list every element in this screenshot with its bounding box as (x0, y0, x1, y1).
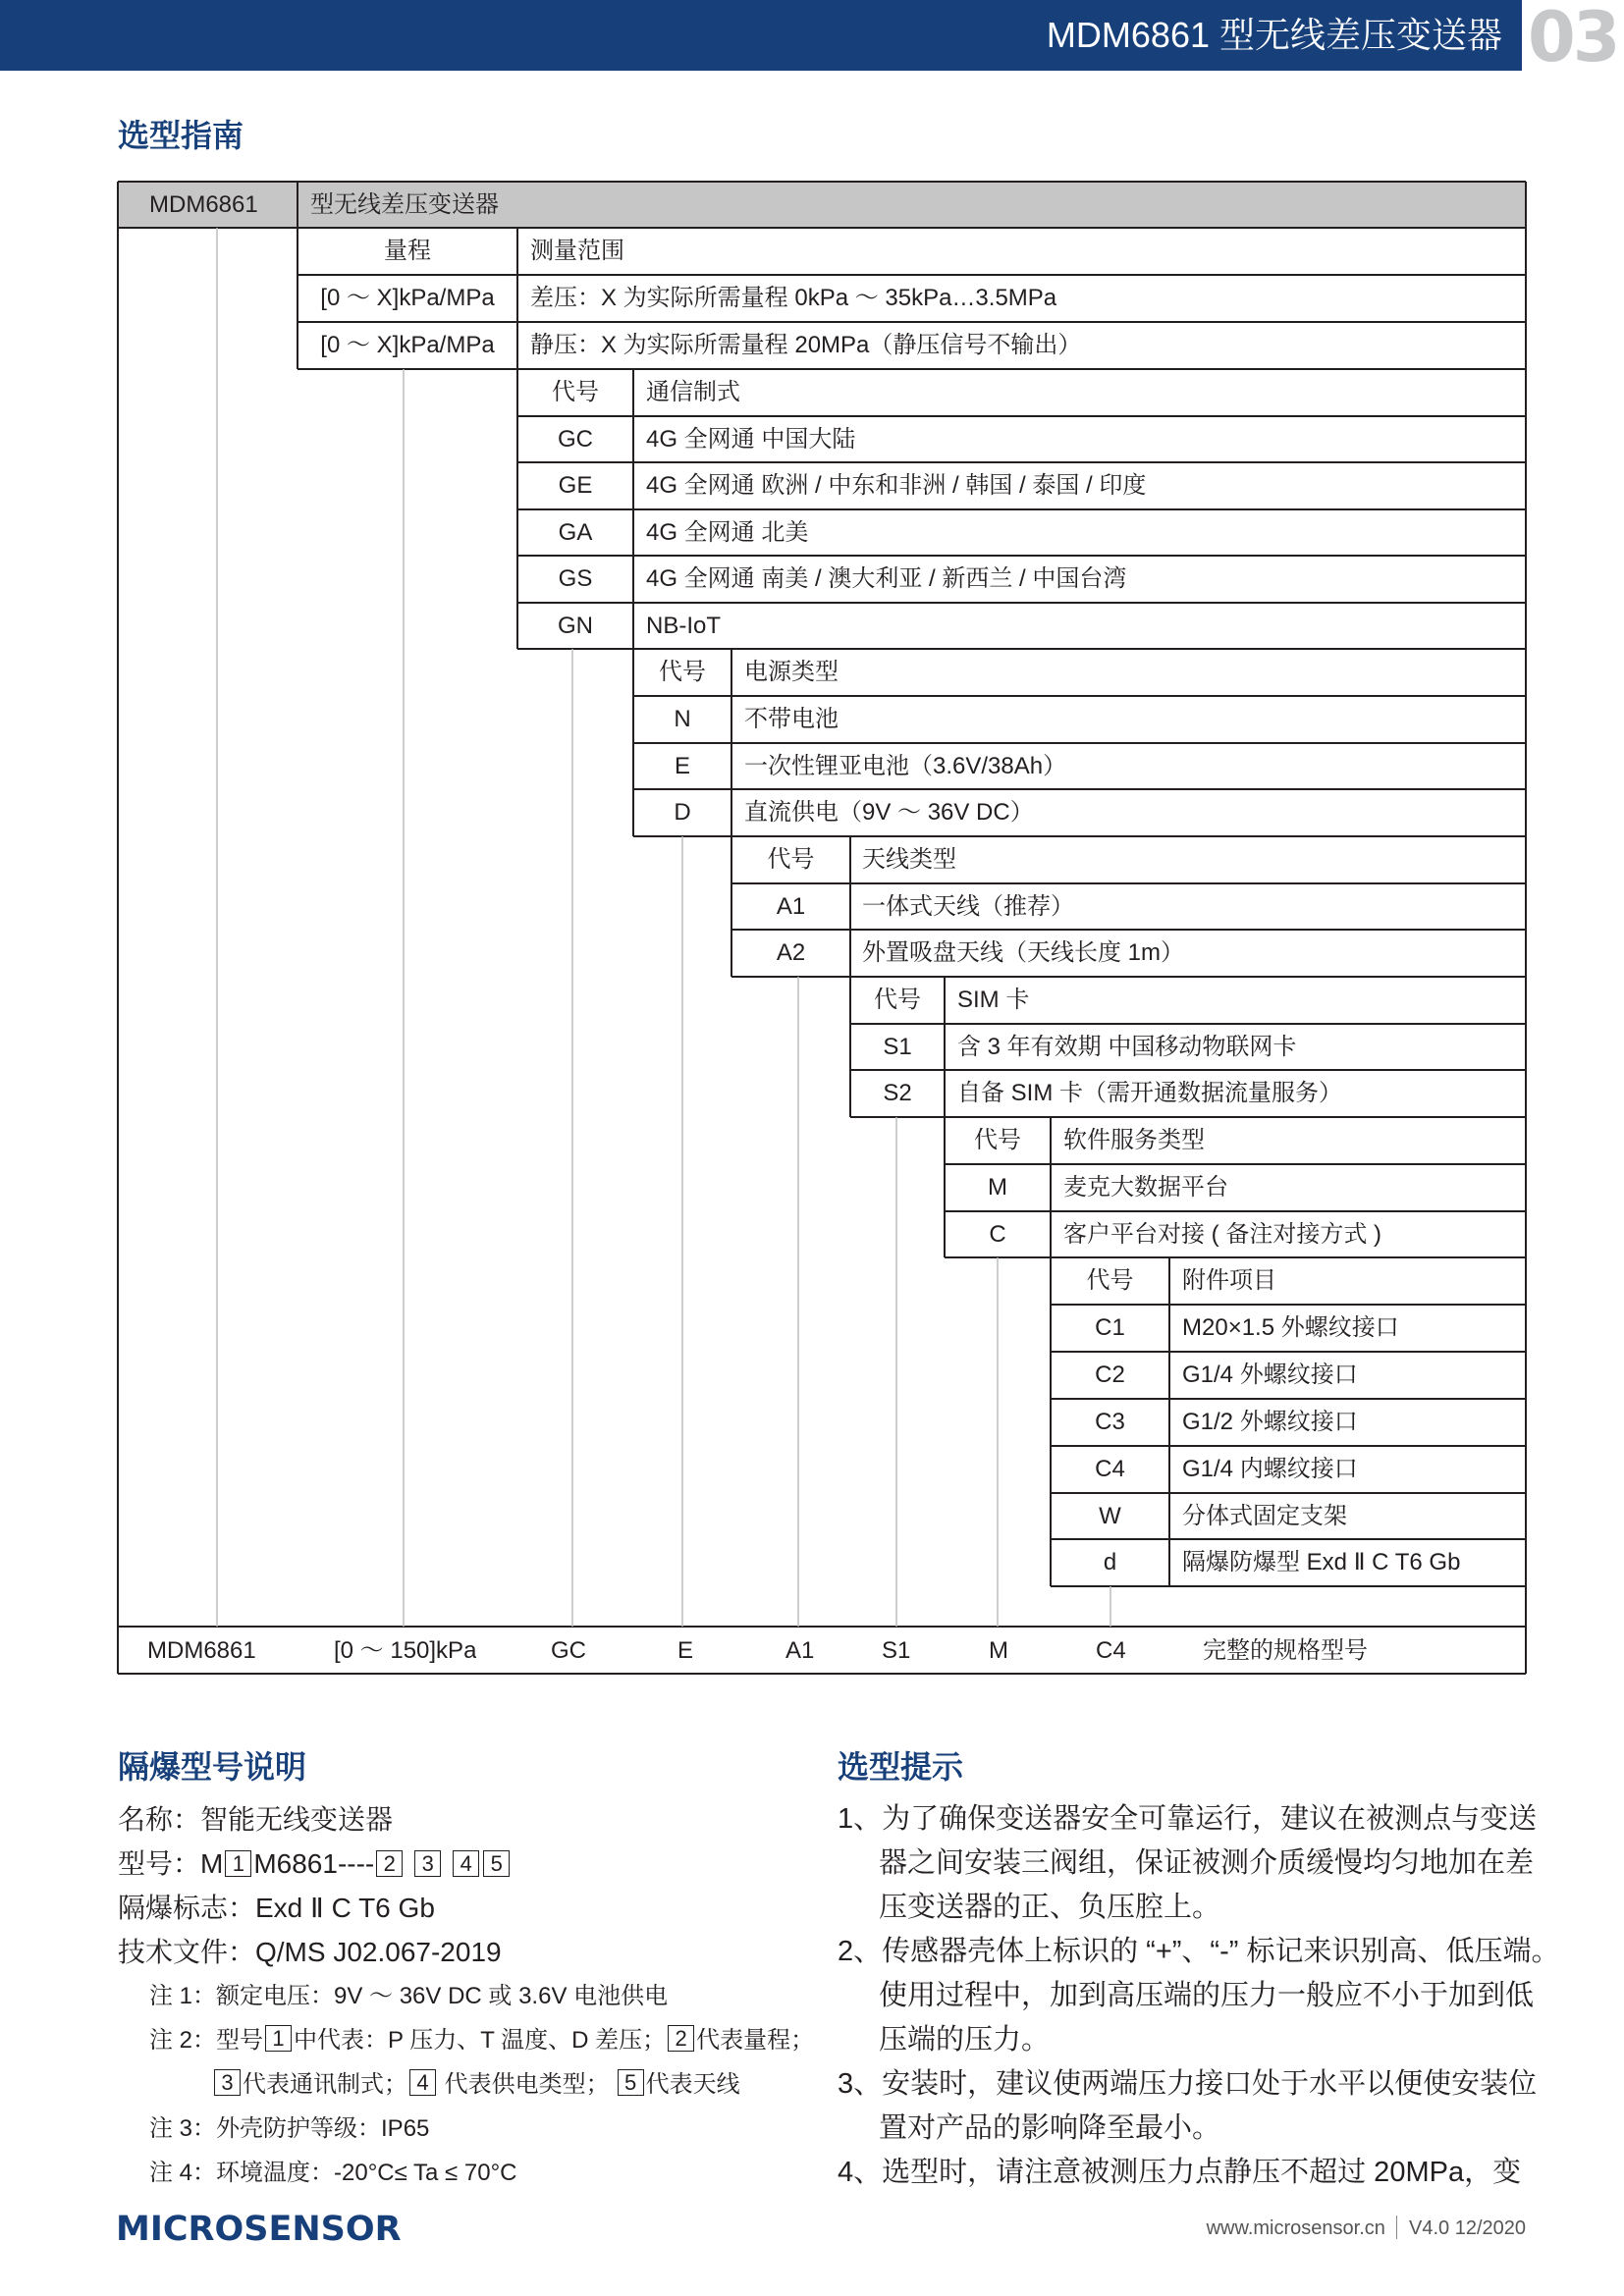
footer-version: V4.0 12/2020 (1409, 2217, 1526, 2239)
accessory-header-code: 代号 (1086, 1267, 1134, 1294)
antenna-header-code: 代号 (767, 846, 815, 873)
range-row-desc: 静压：X 为实际所需量程 20MPa（静压信号不输出） (530, 332, 1082, 358)
power-header-code: 代号 (659, 659, 706, 685)
comm-row-code: GS (558, 565, 593, 592)
accessory-row-code: d (1103, 1549, 1117, 1575)
example-software: M (989, 1637, 1008, 1664)
example-sim: S1 (882, 1637, 911, 1664)
range-row-desc: 差压：X 为实际所需量程 0kPa ～ 35kPa…3.5MPa (530, 285, 1057, 311)
tip-line: 压端的压力。 (879, 2024, 1051, 2056)
explosion-mark: 隔爆标志：Exd Ⅱ C T6 Gb (118, 1893, 435, 1923)
tip-line: 置对产品的影响降至最小。 (879, 2112, 1221, 2144)
model-box-2: 2 (376, 1850, 403, 1877)
sim-row-code: S2 (883, 1080, 912, 1106)
accessory-row-desc: 分体式固定支架 (1182, 1503, 1347, 1529)
example-model: MDM6861 (147, 1637, 256, 1664)
tips-section-title: 选型提示 (838, 1749, 964, 1785)
tip-line: 3、安装时，建议使两端压力接口处于水平以便使安装位 (838, 2068, 1538, 2100)
example-range: [0 ～ 150]kPa (334, 1637, 477, 1664)
accessory-row-code: C3 (1095, 1409, 1125, 1435)
tip-line: 压变送器的正、负压腔上。 (879, 1892, 1221, 1923)
tip-line: 1、为了确保变送器安全可靠运行，建议在被测点与变送 (838, 1803, 1538, 1835)
tip-line: 器之间安装三阀组，保证被测介质缓慢均匀地加在差 (879, 1847, 1535, 1879)
page-number: 03 (1528, 0, 1618, 78)
sim-row-desc: 自备 SIM 卡（需开通数据流量服务） (957, 1080, 1343, 1106)
header-title: MDM6861 型无线差压变送器 (1046, 15, 1502, 55)
example-accessory: C4 (1096, 1637, 1126, 1664)
footer-divider (1396, 2216, 1397, 2239)
range-row-code: [0 ～ X]kPa/MPa (320, 332, 495, 358)
note-box-5: 5 (618, 2069, 644, 2096)
range-header-code: 量程 (384, 238, 431, 264)
power-row-desc: 不带电池 (744, 706, 839, 732)
sim-row-code: S1 (883, 1034, 912, 1060)
comm-row-desc: 4G 全网通 北美 (646, 519, 809, 546)
model-box-3: 3 (414, 1850, 441, 1877)
software-header-code: 代号 (974, 1127, 1021, 1153)
antenna-row-desc: 一体式天线（推荐） (862, 893, 1074, 920)
power-row-code: E (674, 753, 690, 779)
comm-row-desc: 4G 全网通 南美 / 澳大利亚 / 新西兰 / 中国台湾 (646, 565, 1127, 592)
model-box-4: 4 (453, 1850, 479, 1877)
model-prefix: 型号：M (118, 1848, 224, 1879)
example-comm: GC (551, 1637, 586, 1664)
software-row-code: C (989, 1221, 1006, 1248)
note-box-4: 4 (409, 2069, 436, 2096)
software-row-code: M (988, 1174, 1007, 1201)
accessory-row-desc: 隔爆防爆型 Exd Ⅱ C T6 Gb (1182, 1549, 1461, 1575)
comm-row-desc: 4G 全网通 欧洲 / 中东和非洲 / 韩国 / 泰国 / 印度 (646, 472, 1147, 499)
explosion-note-2-cont: 3 代表通讯制式； 4 代表供电类型； 5 代表天线 (118, 2062, 814, 2107)
accessory-row-desc: G1/4 外螺纹接口 (1182, 1362, 1358, 1388)
sim-header-code: 代号 (874, 987, 921, 1013)
range-header-desc: 测量范围 (530, 238, 624, 264)
sim-header-desc: SIM 卡 (957, 987, 1030, 1013)
tips-section (838, 1797, 1559, 2195)
explosion-doc: 技术文件：Q/MS J02.067-2019 (118, 1937, 502, 1967)
power-row-desc: 直流供电（9V ～ 36V DC） (744, 799, 1034, 826)
comm-header-code: 代号 (552, 379, 599, 405)
antenna-row-code: A2 (776, 939, 806, 966)
accessory-row-desc: G1/2 外螺纹接口 (1182, 1409, 1358, 1435)
software-header-desc: 软件服务类型 (1063, 1127, 1205, 1153)
explosion-note-1: 注 1：额定电压：9V ～ 36V DC 或 3.6V 电池供电 (149, 1983, 669, 2009)
accessory-row-code: C4 (1095, 1456, 1125, 1482)
comm-row-code: GN (558, 613, 593, 639)
note-box-2: 2 (668, 2025, 694, 2052)
power-row-code: D (674, 799, 691, 826)
software-row-desc: 客户平台对接 ( 备注对接方式 ) (1063, 1221, 1381, 1248)
accessory-row-code: W (1099, 1503, 1121, 1529)
accessory-row-desc: M20×1.5 外螺纹接口 (1182, 1314, 1399, 1341)
model-code: MDM6861 (149, 191, 258, 218)
explosion-note-4: 注 4：环境温度：-20°C≤ Ta ≤ 70°C (149, 2160, 517, 2186)
example-power: E (677, 1637, 694, 1664)
comm-row-desc: NB-IoT (646, 613, 722, 639)
explosion-model (118, 1842, 814, 1886)
antenna-row-desc: 外置吸盘天线（天线长度 1m） (862, 939, 1185, 966)
antenna-header-desc: 天线类型 (862, 846, 956, 873)
antenna-row-code: A1 (776, 893, 806, 920)
tip-line: 2、传感器壳体上标识的 “+”、“-” 标记来识别高、低压端。 (838, 1936, 1560, 1967)
comm-row-desc: 4G 全网通 中国大陆 (646, 426, 856, 453)
tip-line: 4、选型时，请注意被测压力点静压不超过 20MPa，变 (838, 2157, 1522, 2188)
sim-row-desc: 含 3 年有效期 中国移动物联网卡 (957, 1034, 1297, 1060)
explosion-section-title: 隔爆型号说明 (118, 1749, 307, 1785)
explosion-note-2: 注 2：型号 1 中代表：P 压力、T 温度、D 差压； 2 代表量程； (149, 2026, 815, 2054)
comm-row-code: GA (558, 519, 593, 546)
comm-row-code: GC (558, 426, 593, 453)
note-box-1: 1 (265, 2025, 292, 2052)
selection-guide-title: 选型指南 (118, 118, 244, 153)
comm-header-desc: 通信制式 (646, 379, 740, 405)
software-row-desc: 麦克大数据平台 (1063, 1174, 1228, 1201)
note-box-3: 3 (214, 2069, 241, 2096)
power-row-code: N (674, 706, 691, 732)
brand-logo: MICROSENSOR (116, 2210, 402, 2249)
example-caption: 完整的规格型号 (1203, 1637, 1368, 1664)
model-middle: M6861---- (253, 1848, 375, 1879)
accessory-row-code: C1 (1095, 1314, 1125, 1341)
footer-info (1207, 2216, 1526, 2240)
range-row-code: [0 ～ X]kPa/MPa (320, 285, 495, 311)
model-box-5: 5 (483, 1850, 510, 1877)
accessory-row-code: C2 (1095, 1362, 1125, 1388)
accessory-row-desc: G1/4 内螺纹接口 (1182, 1456, 1358, 1482)
comm-row-code: GE (558, 472, 593, 499)
power-row-desc: 一次性锂亚电池（3.6V/38Ah） (744, 753, 1067, 779)
explosion-section (118, 1797, 814, 2195)
model-description: 型无线差压变送器 (310, 191, 499, 218)
example-antenna: A1 (785, 1637, 815, 1664)
model-box-1: 1 (225, 1850, 251, 1877)
footer-website: www.microsensor.cn (1206, 2217, 1385, 2239)
power-header-desc: 电源类型 (744, 659, 839, 685)
explosion-note-3: 注 3：外壳防护等级：IP65 (149, 2115, 430, 2142)
accessory-header-desc: 附件项目 (1182, 1267, 1276, 1294)
explosion-name: 名称：智能无线变送器 (118, 1804, 394, 1835)
tip-line: 使用过程中，加到高压端的压力一般应不小于加到低 (879, 1980, 1535, 2011)
